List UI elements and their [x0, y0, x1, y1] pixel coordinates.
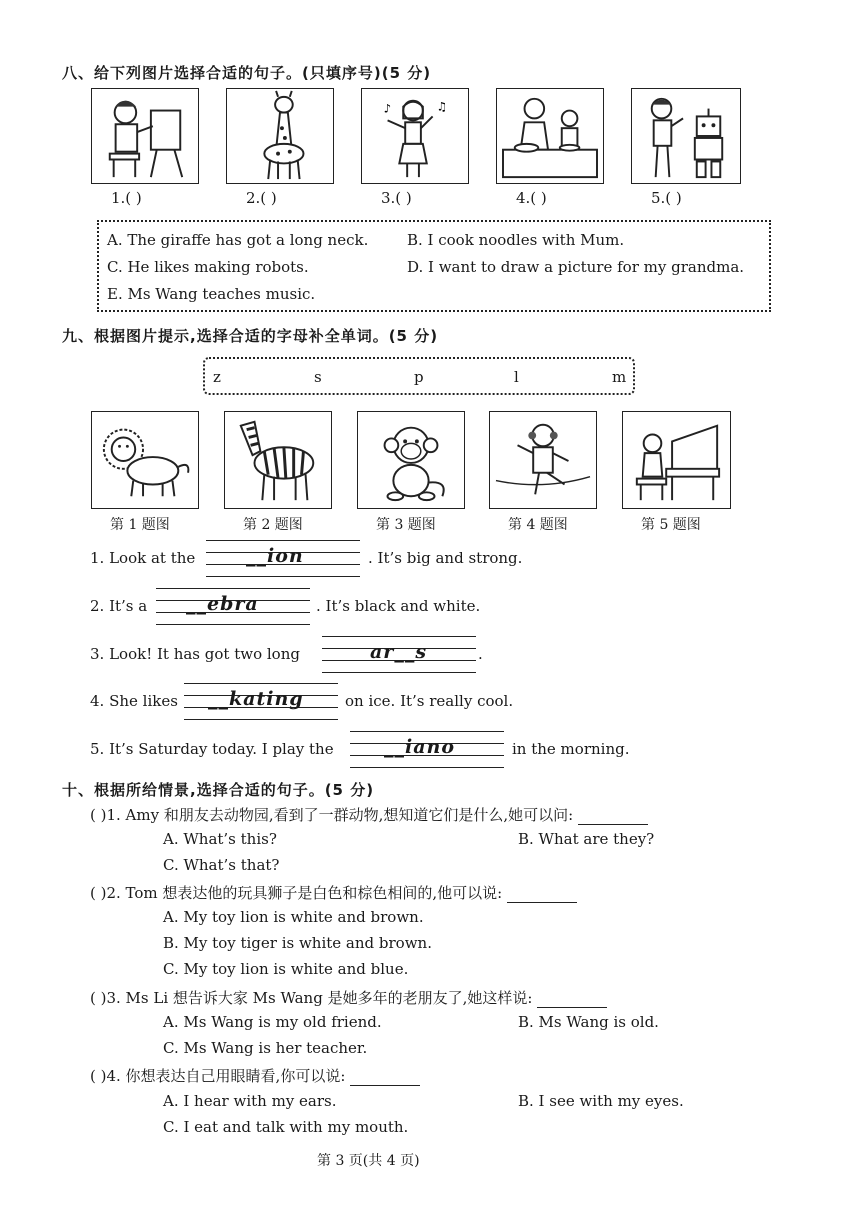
figure-caption: 第 3 题图 — [376, 517, 436, 533]
choice-a: A. My toy lion is white and brown. — [163, 908, 424, 926]
fill-item-1-word[interactable]: __ion — [246, 545, 304, 567]
choice-c: C. What’s that? — [163, 856, 280, 874]
fill-item-5-text: 5. It’s Saturday today. I play the — [90, 740, 334, 758]
fill-item-4-word[interactable]: __kating — [208, 688, 304, 710]
fill-item-3-after: . — [478, 645, 483, 663]
picture-monkey — [357, 411, 465, 509]
choice-b: B. I see with my eyes. — [518, 1092, 684, 1110]
zebra-icon — [225, 412, 331, 508]
section-10-heading: 十、根据所给情景,选择合适的句子。(5 分) — [62, 781, 375, 799]
question-3 — [90, 987, 607, 1008]
robot-icon — [632, 89, 740, 183]
option-d: D. I want to draw a picture for my grandma. — [407, 258, 745, 276]
fill-item-5-after: in the morning. — [512, 740, 630, 758]
picture-zebra — [224, 411, 332, 509]
fill-item-3-text: 3. Look! It has got two long — [90, 645, 300, 663]
option-a: A. The giraffe has got a long neck. — [107, 231, 369, 249]
choice-a: A. Ms Wang is my old friend. — [163, 1013, 382, 1031]
picture-boy-robot — [631, 88, 741, 184]
option-e: E. Ms Wang teaches music. — [107, 285, 316, 303]
letter-option: l — [514, 368, 519, 386]
question-4 — [90, 1065, 420, 1086]
figure-caption: 第 5 题图 — [641, 517, 701, 533]
lion-icon — [92, 412, 198, 508]
boy-painting-icon — [92, 89, 198, 183]
figure-caption: 第 1 题图 — [110, 517, 170, 533]
choice-c: C. I eat and talk with my mouth. — [163, 1118, 409, 1136]
fill-item-1-text: 1. Look at the — [90, 549, 196, 567]
choice-b: B. My toy tiger is white and brown. — [163, 934, 432, 952]
question-4-text: ( )4. 你想表达自己用眼睛看,你可以说: — [90, 1067, 346, 1085]
answer-blank[interactable] — [578, 808, 648, 825]
question-2 — [90, 882, 577, 903]
singing-girl-icon — [362, 89, 468, 183]
picture-piano — [622, 411, 731, 509]
picture-lion — [91, 411, 199, 509]
question-1 — [90, 804, 648, 825]
choice-a: A. I hear with my ears. — [163, 1092, 337, 1110]
fill-item-1-after: . It’s big and strong. — [368, 549, 523, 567]
answer-blank[interactable] — [350, 1069, 420, 1086]
answer-label: 2.( ) — [246, 189, 277, 207]
option-b: B. I cook noodles with Mum. — [407, 231, 625, 249]
section-9-heading: 九、根据图片提示,选择合适的字母补全单词。(5 分) — [62, 327, 439, 345]
choice-b: B. Ms Wang is old. — [518, 1013, 659, 1031]
piano-icon — [623, 412, 730, 508]
choice-c: C. My toy lion is white and blue. — [163, 960, 409, 978]
svg-text:♪: ♪ — [383, 101, 392, 116]
choice-b: B. What are they? — [518, 830, 655, 848]
answer-blank[interactable] — [507, 886, 577, 903]
fill-item-2-after: . It’s black and white. — [316, 597, 481, 615]
picture-girl-singing — [361, 88, 469, 184]
question-3-text: ( )3. Ms Li 想告诉大家 Ms Wang 是她多年的老朋友了,她这样说: — [90, 989, 533, 1007]
fill-item-4-text: 4. She likes — [90, 692, 178, 710]
answer-label: 5.( ) — [651, 189, 682, 207]
fill-item-5-word[interactable]: __iano — [384, 736, 456, 758]
option-c: C. He likes making robots. — [107, 258, 309, 276]
letter-option: s — [314, 368, 322, 386]
skater-icon — [490, 412, 596, 508]
letter-option: m — [612, 368, 627, 386]
picture-boy-drawing — [91, 88, 199, 184]
fill-item-2-word[interactable]: __ebra — [186, 593, 259, 615]
picture-giraffe — [226, 88, 334, 184]
answer-label: 1.( ) — [111, 189, 142, 207]
answer-blank[interactable] — [537, 991, 607, 1008]
figure-caption: 第 2 题图 — [243, 517, 303, 533]
choice-a: A. What’s this? — [163, 830, 277, 848]
question-1-text: ( )1. Amy 和朋友去动物园,看到了一群动物,想知道它们是什么,她可以问: — [90, 806, 574, 824]
svg-text:♫: ♫ — [436, 99, 448, 114]
letter-option: z — [213, 368, 221, 386]
cooking-icon — [497, 89, 603, 183]
section-8-heading: 八、给下列图片选择合适的句子。(只填序号)(5 分) — [62, 64, 432, 82]
figure-caption: 第 4 题图 — [508, 517, 568, 533]
answer-label: 4.( ) — [516, 189, 547, 207]
fill-item-2-text: 2. It’s a — [90, 597, 148, 615]
monkey-icon — [358, 412, 464, 508]
page-number: 第 3 页(共 4 页) — [317, 1153, 420, 1169]
fill-item-3-word[interactable]: ar__s — [370, 641, 428, 663]
letter-option: p — [414, 368, 424, 386]
picture-cooking — [496, 88, 604, 184]
fill-item-4-after: on ice. It’s really cool. — [345, 692, 514, 710]
giraffe-icon — [227, 89, 333, 183]
picture-skating — [489, 411, 597, 509]
question-2-text: ( )2. Tom 想表达他的玩具狮子是白色和棕色相间的,他可以说: — [90, 884, 503, 902]
answer-label: 3.( ) — [381, 189, 412, 207]
choice-c: C. Ms Wang is her teacher. — [163, 1039, 368, 1057]
